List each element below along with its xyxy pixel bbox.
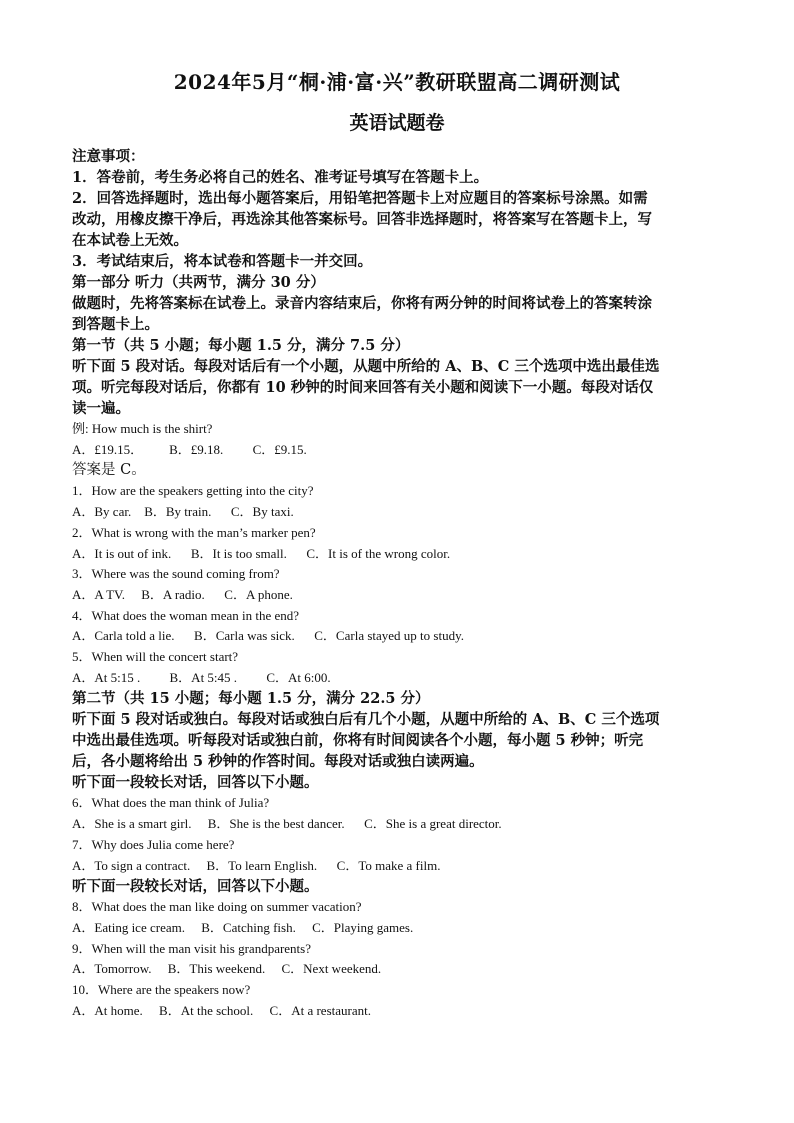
question-5: 5．When will the concert start? xyxy=(72,649,239,665)
option-a: A．By car. xyxy=(72,504,132,520)
part1-intro-line: 到答题卡上。 xyxy=(72,316,159,333)
option-a: A．At home. xyxy=(72,1002,143,1018)
question-8-options xyxy=(72,918,722,939)
section1-instruction: 读一遍。 xyxy=(72,400,130,417)
option-b: B．Carla was sick. xyxy=(194,628,295,644)
question-9: 9．When will the man visit his grandparents? xyxy=(72,940,312,956)
option-b: B．Catching fish. xyxy=(201,919,296,935)
section2-block xyxy=(72,688,722,1021)
option-b: B．£9.18. xyxy=(169,441,224,457)
option-c: C．£9.15. xyxy=(252,441,307,457)
option-a: A．Tomorrow. xyxy=(72,961,152,977)
option-c: C．At a restaurant. xyxy=(269,1002,371,1018)
group1-heading: 听下面一段较长对话，回答以下小题。 xyxy=(72,774,319,792)
example-answer: 答案是 C。 xyxy=(72,462,146,479)
exam-title: 2024年5月“桐·浦·富·兴”教研联盟高二调研测试 xyxy=(173,70,621,94)
option-c: C．A phone. xyxy=(224,586,293,602)
question-2: 2．What is wrong with the man’s marker pen? xyxy=(72,524,316,540)
question-4-options xyxy=(72,626,722,647)
question-6-options xyxy=(72,814,722,835)
section1-heading: 第一节（共 5 小题；每小题 1.5 分，满分 7.5 分） xyxy=(72,337,410,354)
option-b: B．By train. xyxy=(144,504,212,520)
option-a: A．£19.15． xyxy=(72,441,144,457)
question-1-options xyxy=(72,502,722,523)
example-options xyxy=(72,440,722,461)
section2-instruction: 听下面 5 段对话或独白。每段对话或独白后有几个小题，从题中所给的 A、B、C 三个选项 xyxy=(72,711,660,729)
option-c: C．By taxi. xyxy=(230,504,294,520)
option-c: C．At 6:00. xyxy=(266,669,331,685)
option-a: A．A TV. xyxy=(72,586,125,602)
option-b: B．A radio. xyxy=(141,586,205,602)
option-b: B．This weekend. xyxy=(167,961,266,977)
exam-subtitle: 英语试题卷 xyxy=(349,112,445,134)
notice-block xyxy=(72,146,722,272)
question-6: 6．What does the man think of Julia? xyxy=(72,795,270,811)
option-a: A．Carla told a lie. xyxy=(72,628,175,644)
question-5-options xyxy=(72,668,722,689)
option-c: C．It is of the wrong color. xyxy=(306,545,451,561)
section1-block xyxy=(72,335,722,688)
section1-instruction: 听下面 5 段对话。每段对话后有一个小题，从题中所给的 A、B、C 三个选项中选出最佳选 xyxy=(72,358,660,375)
option-a: A．Eating ice cream. xyxy=(72,919,185,935)
question-3: 3．Where was the sound coming from? xyxy=(72,566,280,582)
option-a: A．She is a smart girl. xyxy=(72,816,192,832)
question-8: 8．What does the man like doing on summer vacation? xyxy=(72,899,362,915)
exam-page xyxy=(72,68,722,1021)
option-c: C．To make a film. xyxy=(336,857,441,873)
notice-line: 改动，用橡皮擦干净后，再选涂其他答案标号。回答非选择题时，将答案写在答题卡上，写 xyxy=(72,211,652,228)
part1-block xyxy=(72,272,722,335)
section1-instruction: 项。听完每段对话后，你都有 10 秒钟的时间来回答有关小题和阅读下一小题。每段对话仅 xyxy=(72,379,654,396)
option-a: A．At 5:15 . xyxy=(72,669,141,685)
option-b: B．To learn English. xyxy=(206,857,318,873)
section2-instruction: 后，各小题将给出 5 秒钟的作答时间。每段对话或独白读两遍。 xyxy=(72,753,484,771)
notice-line: 1．答卷前，考生务必将自己的姓名、准考证号填写在答题卡上。 xyxy=(72,169,489,186)
option-a: A．It is out of ink. xyxy=(72,545,172,561)
option-c: C．Carla stayed up to study. xyxy=(314,628,464,644)
option-b: B．At the school. xyxy=(159,1002,254,1018)
notice-line: 3．考试结束后，将本试卷和答题卡一并交回。 xyxy=(72,253,373,270)
part1-intro-line: 做题时，先将答案标在试卷上。录音内容结束后，你将有两分钟的时间将试卷上的答案转涂 xyxy=(72,295,652,312)
question-10-options xyxy=(72,1001,722,1022)
question-7-options xyxy=(72,856,722,877)
option-b: B．She is the best dancer. xyxy=(207,816,345,832)
option-c: C．Playing games. xyxy=(312,919,414,935)
section2-instruction: 中选出最佳选项。听每段对话或独白前，你将有时间阅读各个小题，每小题 5 秒钟；听完 xyxy=(72,732,644,750)
question-9-options xyxy=(72,959,722,980)
notice-heading: 注意事项： xyxy=(72,148,145,165)
part1-heading: 第一部分 听力（共两节，满分 30 分） xyxy=(72,274,325,291)
question-7: 7．Why does Julia come here? xyxy=(72,836,235,852)
question-4: 4．What does the woman mean in the end? xyxy=(72,607,300,623)
option-c: C．She is a great director. xyxy=(364,816,502,832)
question-10: 10．Where are the speakers now? xyxy=(72,982,251,998)
question-2-options xyxy=(72,544,722,565)
question-3-options xyxy=(72,585,722,606)
option-a: A．To sign a contract. xyxy=(72,857,191,873)
notice-line: 2．回答选择题时，选出每小题答案后，用铅笔把答题卡上对应题目的答案标号涂黑。如需 xyxy=(72,190,648,207)
option-b: B．It is too small. xyxy=(190,545,287,561)
notice-line: 在本试卷上无效。 xyxy=(72,232,188,249)
question-1: 1．How are the speakers getting into the city? xyxy=(72,483,314,499)
option-c: C．Next weekend. xyxy=(281,961,382,977)
example-question: 例: How much is the shirt? xyxy=(72,421,213,436)
group2-heading: 听下面一段较长对话，回答以下小题。 xyxy=(72,878,319,896)
section2-heading: 第二节（共 15 小题；每小题 1.5 分，满分 22.5 分） xyxy=(72,690,430,708)
option-b: B．At 5:45 . xyxy=(169,669,238,685)
